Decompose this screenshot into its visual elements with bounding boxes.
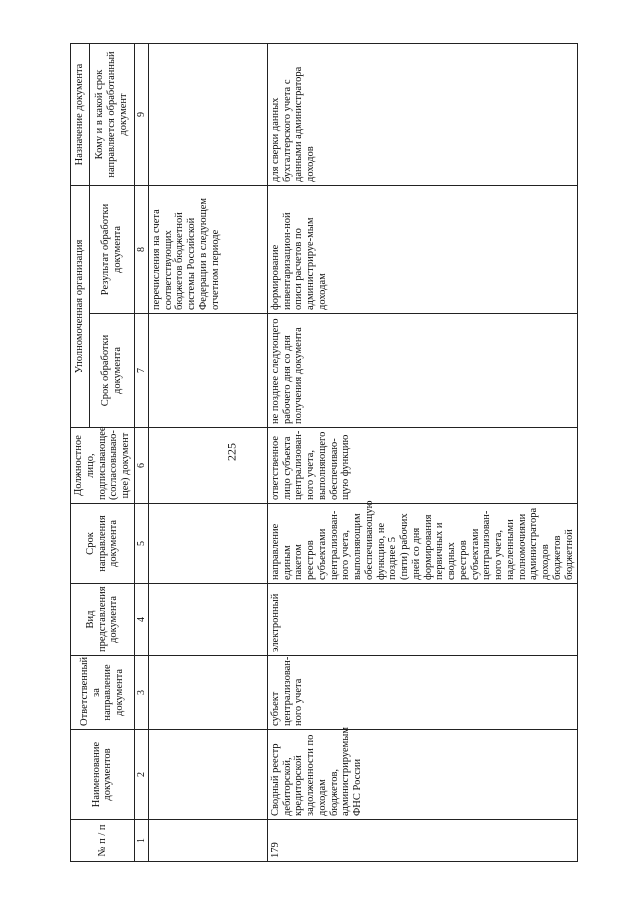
row-number: 179 [267,820,578,862]
row-document-name: Сводный реестр дебиторской, кредиторской задолженности по доходам бюджетов, администрируемым ФНС России [267,730,578,820]
col-number: 6 [134,428,148,504]
cont-cell [148,584,267,656]
header-row-1 [71,44,90,862]
cont-cell [148,314,267,428]
cont-cell [148,820,267,862]
col-number: 3 [134,656,148,730]
cont-cell [148,730,267,820]
row-official: ответственное лицо субъекта централизован-ного учета, выполняющего обеспечиваю-щую функцию [267,428,578,504]
col-number: 8 [134,186,148,314]
row-proc-deadline: не позднее следующего рабочего дня со дня получения документа [267,314,578,428]
document-table [70,43,578,862]
header-responsible: Ответственный за направление документа [71,656,135,730]
col-number: 5 [134,504,148,584]
cont-result-cell: перечисления на счета соответствующих бюджетов бюджетной системы Российской Федерации в следующем отчетном периоде [148,186,267,314]
header-group-org: Уполномоченная организация [71,186,90,428]
cont-cell [148,656,267,730]
header-name: Наименование документов [71,730,135,820]
cont-cell [148,44,267,186]
cont-cell [148,428,267,504]
page-number: 225 [224,443,239,461]
row-responsible: субъект централизован-ного учета [267,656,578,730]
header-form: Вид представления документа [71,584,135,656]
header-num: № п / п [71,820,135,862]
header-official: Должностное лицо, подписывающее (согласовываю-щее) документ [71,428,135,504]
row-deadline: направление единым пакетом реестров субъектами централизован-ного учета, выполняющим обеспечивающую функцию, не позднее 5 (пяти) рабочих дней со дня формирования первичных и сводных реестров субъектами централизован-ного учета, наделенными полномочиями администратора доходов бюджетов бюджетной [267,504,578,584]
row-purpose: для сверки данных бухгалтерского учета с данными администратора доходов [267,44,578,186]
col-number: 2 [134,730,148,820]
row-result: формирование инвентаризацион-ной описи расчетов по администрируе-мым доходам [267,186,578,314]
continuation-row [148,44,267,862]
header-proc-deadline: Срок обработки документа [89,314,134,428]
col-number: 4 [134,584,148,656]
header-purpose: Кому и в какой срок направляется обработанный документ [89,44,134,186]
col-number: 9 [134,44,148,186]
cont-cell [148,504,267,584]
row-form: электронный [267,584,578,656]
table-rotator [70,44,610,862]
col-number: 7 [134,314,148,428]
header-group-purpose: Назначение документа [71,44,90,186]
header-deadline: Срок направления документа [71,504,135,584]
column-number-row [134,44,148,862]
table-row [267,44,578,862]
rotated-table-frame [70,44,610,862]
col-number: 1 [134,820,148,862]
header-result: Результат обработки документа [89,186,134,314]
